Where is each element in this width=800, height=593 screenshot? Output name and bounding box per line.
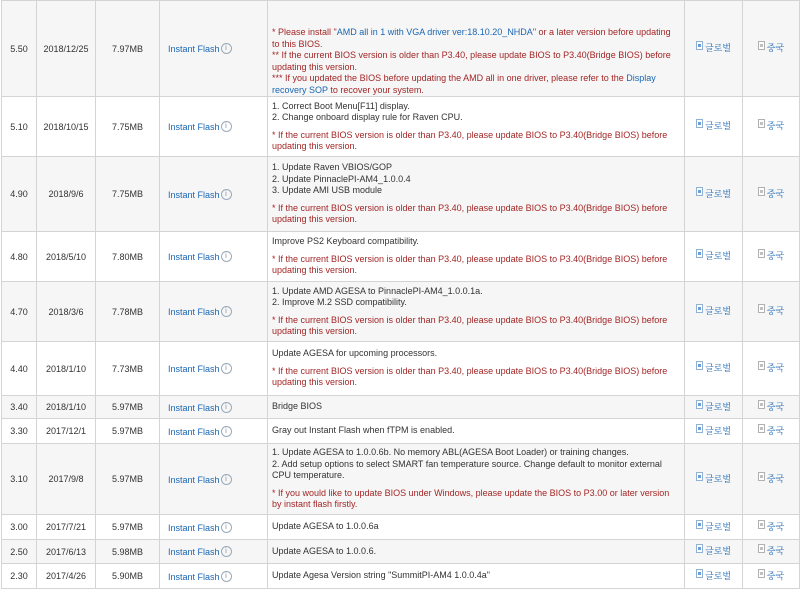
- info-icon[interactable]: i: [221, 522, 232, 533]
- description-line: 1. Update AGESA to 1.0.0.6b. No memory ABL(AGESA Boot Loader) or training changes.: [272, 447, 629, 458]
- version-cell: 4.80: [2, 232, 37, 282]
- download-china-cell: [743, 342, 800, 396]
- document-icon: [758, 520, 765, 529]
- version-cell: 3.00: [2, 515, 37, 540]
- table-row: [2, 419, 800, 444]
- instant-flash-link[interactable]: Instant Flash: [168, 44, 220, 54]
- warning-note: ** If the current BIOS version is older than P3.40, please update BIOS to P3.40(Bridge BIOS) before updating this version.: [272, 50, 671, 72]
- download-global-cell: [685, 444, 743, 515]
- size-cell: 7.80MB: [96, 232, 160, 282]
- download-global-label: 글로벌: [704, 121, 732, 131]
- instant-flash-link[interactable]: Instant Flash: [168, 571, 220, 582]
- download-global-cell: [685, 282, 743, 342]
- download-global-label: 글로벌: [704, 473, 732, 484]
- download-global-cell: [685, 342, 743, 396]
- version-cell: 3.10: [2, 444, 37, 515]
- utility-cell: [160, 157, 268, 232]
- description-line: 2. Change onboard display rule for Raven CPU.: [272, 112, 463, 122]
- document-icon: [696, 424, 703, 433]
- description-line: Update Agesa Version string "SummitPI-AM4 1.0.0.4a": [272, 570, 490, 581]
- document-icon: [758, 569, 765, 578]
- instant-flash-link[interactable]: Instant Flash: [168, 307, 220, 317]
- size-cell: 7.75MB: [96, 97, 160, 157]
- download-global-link[interactable]: [696, 361, 731, 374]
- info-icon[interactable]: i: [221, 363, 232, 374]
- download-china-link[interactable]: [758, 304, 784, 317]
- download-global-label: 글로벌: [704, 401, 732, 412]
- document-icon: [758, 400, 765, 409]
- table-row: [2, 540, 800, 564]
- instant-flash-link[interactable]: Instant Flash: [168, 426, 220, 437]
- date-cell: 2017/7/21: [37, 515, 96, 540]
- date-cell: 2018/9/6: [37, 157, 96, 232]
- utility-cell: [160, 396, 268, 419]
- warning-note: * If the current BIOS version is older than P3.40, please update BIOS to P3.40(Bridge BIOS) before updating this version.: [272, 365, 668, 388]
- download-global-label: 글로벌: [704, 43, 732, 53]
- warning-note: * If the current BIOS version is older than P3.40, please update BIOS to P3.40(Bridge BIOS) before updating this version.: [272, 253, 668, 276]
- download-global-cell: [685, 157, 743, 232]
- download-global-link[interactable]: [696, 400, 731, 413]
- download-china-cell: [743, 1, 800, 97]
- document-icon: [696, 569, 703, 578]
- utility-cell: [160, 419, 268, 444]
- info-icon[interactable]: i: [221, 43, 232, 54]
- download-global-cell: [685, 97, 743, 157]
- document-icon: [758, 304, 765, 313]
- download-global-link[interactable]: [696, 424, 731, 437]
- download-global-link[interactable]: [696, 544, 731, 557]
- document-icon: [758, 361, 765, 370]
- download-global-label: 글로벌: [704, 546, 732, 556]
- download-china-link[interactable]: [758, 249, 784, 262]
- description-cell: [268, 444, 685, 515]
- description-line: Update AGESA for upcoming processors.: [272, 348, 438, 359]
- document-icon: [696, 472, 703, 481]
- download-china-label: 중국: [766, 521, 785, 532]
- download-global-cell: [685, 564, 743, 589]
- table-row: [2, 515, 800, 540]
- document-icon: [696, 544, 703, 553]
- document-icon: [758, 544, 765, 553]
- download-china-link[interactable]: [758, 187, 784, 200]
- document-icon: [696, 41, 703, 50]
- instant-flash-link[interactable]: Instant Flash: [168, 122, 220, 132]
- download-global-label: 글로벌: [704, 570, 732, 581]
- version-cell: 4.90: [2, 157, 37, 232]
- download-china-link[interactable]: [758, 424, 784, 437]
- info-icon[interactable]: i: [221, 306, 232, 317]
- warning-note: * Please install "AMD all in 1 with VGA driver ver:18.10.20_NHDA" or a later version before updating to this BIOS.: [272, 27, 671, 49]
- download-china-link[interactable]: [758, 520, 784, 533]
- table-row: [2, 564, 800, 589]
- version-cell: 3.40: [2, 396, 37, 419]
- description-cell: [268, 564, 685, 589]
- info-icon[interactable]: i: [221, 402, 232, 413]
- download-china-label: 중국: [766, 570, 785, 581]
- utility-cell: [160, 444, 268, 515]
- size-cell: 5.98MB: [96, 540, 160, 564]
- instant-flash-link[interactable]: Instant Flash: [168, 547, 220, 557]
- download-china-cell: [743, 157, 800, 232]
- instant-flash-link[interactable]: Instant Flash: [168, 189, 220, 200]
- info-icon[interactable]: i: [221, 474, 232, 485]
- download-global-cell: [685, 232, 743, 282]
- download-china-cell: [743, 564, 800, 589]
- info-icon[interactable]: i: [221, 189, 232, 200]
- utility-cell: [160, 564, 268, 589]
- download-global-link[interactable]: [696, 119, 731, 132]
- download-china-link[interactable]: [758, 544, 784, 557]
- description-cell: [268, 1, 685, 97]
- download-china-label: 중국: [766, 251, 785, 261]
- description-cell: [268, 396, 685, 419]
- utility-cell: [160, 282, 268, 342]
- version-cell: 5.10: [2, 97, 37, 157]
- version-cell: 4.40: [2, 342, 37, 396]
- description-cell: [268, 157, 685, 232]
- amd-driver-link[interactable]: AMD all in 1 with VGA driver ver:18.10.20_NHDA: [336, 27, 533, 37]
- download-global-link[interactable]: [696, 520, 731, 533]
- download-china-label: 중국: [766, 401, 785, 412]
- download-global-cell: [685, 419, 743, 444]
- date-cell: 2018/12/25: [37, 1, 96, 97]
- download-china-link[interactable]: [758, 472, 784, 485]
- date-cell: 2017/9/8: [37, 444, 96, 515]
- document-icon: [696, 249, 703, 258]
- date-cell: 2017/6/13: [37, 540, 96, 564]
- description-cell: [268, 540, 685, 564]
- download-china-link[interactable]: [758, 569, 784, 582]
- description-cell: [268, 232, 685, 282]
- document-icon: [696, 520, 703, 529]
- download-global-label: 글로벌: [704, 363, 732, 373]
- description-line: Update AGESA to 1.0.0.6a: [272, 521, 379, 532]
- version-cell: 2.30: [2, 564, 37, 589]
- download-global-link[interactable]: [696, 187, 731, 200]
- description-cell: [268, 419, 685, 444]
- size-cell: 5.90MB: [96, 564, 160, 589]
- download-global-link[interactable]: [696, 41, 731, 54]
- bios-table: [1, 0, 800, 589]
- description-line: Bridge BIOS: [272, 401, 323, 412]
- instant-flash-link[interactable]: Instant Flash: [168, 522, 220, 533]
- info-icon[interactable]: i: [221, 121, 232, 132]
- description-line: 1. Update Raven VBIOS/GOP: [272, 162, 393, 173]
- date-cell: 2018/3/6: [37, 282, 96, 342]
- download-china-cell: [743, 232, 800, 282]
- version-cell: 5.50: [2, 1, 37, 97]
- download-china-cell: [743, 282, 800, 342]
- description-cell: [268, 282, 685, 342]
- bios-table-body: [2, 1, 800, 589]
- info-icon[interactable]: i: [221, 251, 232, 262]
- warning-note: * If the current BIOS version is older than P3.40, please update BIOS to P3.40(Bridge BIOS) before updating this version.: [272, 202, 668, 225]
- description-cell: [268, 515, 685, 540]
- download-china-cell: [743, 540, 800, 564]
- download-china-link[interactable]: [758, 119, 784, 132]
- display-recovery-sop-link[interactable]: Display recovery SOP: [272, 73, 656, 95]
- download-china-cell: [743, 515, 800, 540]
- size-cell: 7.97MB: [96, 1, 160, 97]
- download-global-label: 글로벌: [704, 521, 732, 532]
- download-china-label: 중국: [766, 473, 785, 484]
- size-cell: 5.97MB: [96, 444, 160, 515]
- table-row: [2, 444, 800, 515]
- utility-cell: [160, 515, 268, 540]
- version-cell: 2.50: [2, 540, 37, 564]
- utility-cell: [160, 1, 268, 97]
- download-china-label: 중국: [766, 43, 785, 53]
- document-icon: [696, 187, 703, 196]
- description-line: Update AGESA to 1.0.0.6.: [272, 545, 377, 556]
- download-china-cell: [743, 419, 800, 444]
- description-line: 1. Update AMD AGESA to PinnaclePI-AM4_1.0.0.1a.: [272, 285, 483, 296]
- table-row: [2, 396, 800, 419]
- table-row: [2, 342, 800, 396]
- description-cell: [268, 97, 685, 157]
- date-cell: 2017/12/1: [37, 419, 96, 444]
- document-icon: [758, 119, 765, 128]
- table-row: [2, 157, 800, 232]
- download-global-cell: [685, 515, 743, 540]
- warning-note: * If you would like to update BIOS under Windows, please update the BIOS to P3.00 or later version by instant flash firstly.: [272, 487, 670, 510]
- description-line: 2. Add setup options to select SMART fan temperature source. Change default to monitor external CPU temperature.: [272, 458, 662, 481]
- download-china-link[interactable]: [758, 361, 784, 374]
- download-global-link[interactable]: [696, 569, 731, 582]
- download-china-link[interactable]: [758, 41, 784, 54]
- instant-flash-link[interactable]: Instant Flash: [168, 364, 220, 374]
- download-china-label: 중국: [766, 546, 785, 556]
- date-cell: 2018/10/15: [37, 97, 96, 157]
- size-cell: 5.97MB: [96, 419, 160, 444]
- document-icon: [758, 187, 765, 196]
- document-icon: [758, 41, 765, 50]
- download-global-label: 글로벌: [704, 306, 732, 316]
- download-china-label: 중국: [766, 425, 785, 436]
- download-global-label: 글로벌: [704, 425, 732, 436]
- download-china-cell: [743, 444, 800, 515]
- download-global-cell: [685, 1, 743, 97]
- description-line: 3. Update AMI USB module: [272, 185, 383, 196]
- download-global-link[interactable]: [696, 304, 731, 317]
- instant-flash-link[interactable]: Instant Flash: [168, 252, 220, 262]
- version-cell: 3.30: [2, 419, 37, 444]
- download-global-cell: [685, 396, 743, 419]
- document-icon: [758, 424, 765, 433]
- size-cell: 7.75MB: [96, 157, 160, 232]
- size-cell: 7.73MB: [96, 342, 160, 396]
- table-row: [2, 1, 800, 97]
- description-line: 2. Improve M.2 SSD compatibility.: [272, 297, 407, 307]
- download-china-label: 중국: [766, 121, 785, 131]
- info-icon[interactable]: i: [221, 571, 232, 582]
- version-cell: 4.70: [2, 282, 37, 342]
- warning-note: * If the current BIOS version is older than P3.40, please update BIOS to P3.40(Bridge BIOS) before updating this version.: [272, 129, 668, 151]
- description-cell: [268, 342, 685, 396]
- warning-note: * If the current BIOS version is older than P3.40, please update BIOS to P3.40(Bridge BIOS) before updating this version.: [272, 314, 668, 336]
- download-global-label: 글로벌: [704, 188, 732, 199]
- description-line: 1. Correct Boot Menu[F11] display.: [272, 100, 410, 111]
- date-cell: 2018/5/10: [37, 232, 96, 282]
- table-row: [2, 232, 800, 282]
- document-icon: [696, 119, 703, 128]
- info-icon[interactable]: i: [221, 426, 232, 437]
- document-icon: [758, 472, 765, 481]
- date-cell: 2017/4/26: [37, 564, 96, 589]
- size-cell: 5.97MB: [96, 515, 160, 540]
- document-icon: [758, 249, 765, 258]
- download-china-label: 중국: [766, 363, 785, 373]
- instant-flash-link[interactable]: Instant Flash: [168, 402, 220, 413]
- utility-cell: [160, 97, 268, 157]
- download-china-label: 중국: [766, 188, 785, 199]
- download-china-link[interactable]: [758, 400, 784, 413]
- download-global-label: 글로벌: [704, 251, 732, 261]
- document-icon: [696, 361, 703, 370]
- info-icon[interactable]: i: [221, 546, 232, 557]
- date-cell: 2018/1/10: [37, 396, 96, 419]
- description-line: 2. Update PinnaclePI-AM4_1.0.0.4: [272, 173, 411, 184]
- utility-cell: [160, 342, 268, 396]
- description-line: Improve PS2 Keyboard compatibility.: [272, 236, 419, 247]
- instant-flash-link[interactable]: Instant Flash: [168, 474, 220, 485]
- document-icon: [696, 304, 703, 313]
- date-cell: 2018/1/10: [37, 342, 96, 396]
- utility-cell: [160, 232, 268, 282]
- table-row: [2, 282, 800, 342]
- download-china-cell: [743, 396, 800, 419]
- description-line: Gray out Instant Flash when fTPM is enabled.: [272, 425, 455, 436]
- download-global-link[interactable]: [696, 249, 731, 262]
- size-cell: 5.97MB: [96, 396, 160, 419]
- utility-cell: [160, 540, 268, 564]
- document-icon: [696, 400, 703, 409]
- size-cell: 7.78MB: [96, 282, 160, 342]
- table-row: [2, 97, 800, 157]
- warning-note: *** If you updated the BIOS before updating the AMD all in one driver, please refer to the Display recovery SOP to recover your system.: [272, 73, 656, 95]
- download-global-cell: [685, 540, 743, 564]
- download-global-link[interactable]: [696, 472, 731, 485]
- download-china-cell: [743, 97, 800, 157]
- download-china-label: 중국: [766, 306, 785, 316]
